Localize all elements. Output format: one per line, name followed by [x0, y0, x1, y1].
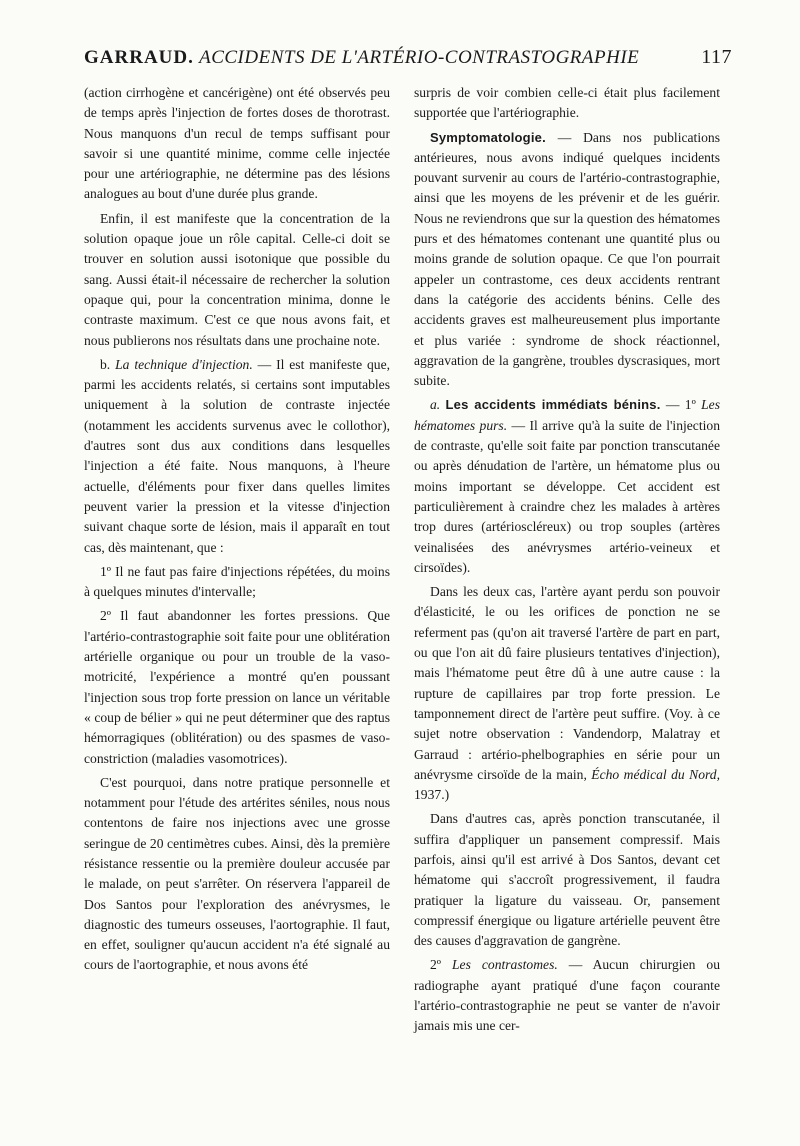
subsection-heading: Les hématomes purs.	[414, 397, 720, 433]
paragraph-with-citation	[414, 582, 720, 805]
subsection-number: 1º	[684, 397, 696, 413]
paragraph: surpris de voir combien celle-ci était plus facilement supportée que l'artériographie.	[414, 85, 720, 121]
subsection-heading: Les contrastomes.	[452, 957, 558, 973]
journal-title: Écho médical du Nord,	[591, 766, 720, 782]
section-heading: Les accidents immédiats bénins.	[445, 397, 661, 413]
paragraph: Enfin, il est manifeste que la concentration de la solution opaque joue un rôle capital. Celle-ci doit se trouver en solution aussi isotonique que possible du sang. Aussi était-il nécessaire de rechercher la solution opaque qui, pour la concentration minima, donne le contraste maximum. C'est ce que nous avons fait, et nous publierons nos résultats dans une prochaine note.	[84, 210, 390, 348]
paragraph: C'est pourquoi, dans notre pratique personnelle et notamment pour l'étude des artérites séniles, nous nous contentons de faire nos injections avec une grosse seringue de 20 centimètres cubes. Ainsi, dès la première résistance ressentie ou la première douleur accusée par le malade, on peut s'arrêter. On réservera l'appareil de Dos Santos pour l'exploration des anévrysmes, le diagnostic des tumeurs osseuses, l'aortographie. Il faut, en effet, souligner qu'aucun accident n'a été signalé au cours de l'aortographie, et nous avons été	[84, 774, 390, 973]
section-heading: La technique d'injection.	[115, 356, 253, 372]
paragraph-text: Dans les deux cas, l'artère ayant perdu son pouvoir d'élasticité, le ou les orifices de ponction ne se referment pas (qu'on ait traversé l'artère de part en part, ou que l'on ait dû faire plusieurs tentatives d'injection), mais l'hématome peut être dû à une autre cause : la rupture de capillaires par trop forte pression. Le tamponnement direct de l'artère peut suffire. (Voy. à ce sujet notre observation : Vandendorp, Malatray et Garraud : artério-phelbographies en série pour un anévrysme cirsoïde de la main,	[414, 584, 720, 782]
paragraph-text: — Il arrive qu'à la suite de l'injection de contraste, qu'elle soit faite par ponction transcutanée ou après dénudation de l'artère, un hématome plus ou moins important se développe. Cet accident est particulièrement à craindre chez les malades à artères trop dures (artérioscléreux) ou trop souples (artères veinalisées des anévrysmes artério-veineux et cirsoïdes).	[414, 417, 720, 575]
subsection-number: 2º	[430, 957, 442, 973]
paragraph: Dans d'autres cas, après ponction transcutanée, il suffira d'appliquer un pansement compressif. Mais parfois, ainsi qu'il est arrivé à Dos Santos, devant cet hématome qui s'accroît progressivement, il faudra pratiquer la ligature du vaisseau. Or, pansement compressif énergique ou ligature artérielle peuvent être des causes d'aggravation de gangrène.	[414, 811, 720, 949]
section-heading: Symptomatologie.	[430, 129, 546, 145]
paragraph-text: — Dans nos publications antérieures, nous avons indiqué quelques incidents pouvant survenir au cours de l'artério-contrastographie, ainsi que les moyens de les prévenir et de les guérir. Nous ne reviendrons que sur la question des hématomes purs et des hématomes contenant une quantité plus ou moins grande de solution opaque. Ce que l'on pourrait appeler un contrastome, ces deux accidents rentrant dans la catégorie des accidents bénins. Celle des accidents graves est malheureusement plus importante et plus variée : syndrome de shock réactionnel, aggravation de la gangrène, troubles dyscrasiques, mort subite.	[414, 129, 720, 389]
paragraph: (action cirrhogène et cancérigène) ont été observés peu de temps après l'injection de fortes doses de thorotrast. Nous manquons d'un recul de temps suffisant pour savoir si une quantité minime, comme celle injectée pour une artériographie, ne détermine pas des lésions analogues au bout d'une durée plus grande.	[84, 85, 390, 202]
paragraph-contrastomes	[414, 955, 720, 1036]
left-column	[84, 83, 390, 980]
running-header	[84, 46, 732, 78]
paragraph-technique-injection	[84, 355, 390, 558]
paragraph-symptomatologie	[414, 128, 720, 392]
header-title: ACCIDENTS DE L'ARTÉRIO-CONTRASTOGRAPHIE	[199, 47, 640, 68]
right-column	[414, 83, 720, 1041]
paragraph-text: — Aucun chirurgien ou radiographe ayant pratiqué d'une façon courante l'artério-contrastographie ne peut se vanter de n'avoir jamais mis une cer-	[414, 957, 720, 1034]
paragraph: 2º Il faut abandonner les fortes pressions. Que l'artério-contrastographie soit faite pour une oblitération artérielle organique ou pour un trouble de la vaso-motricité, l'expérience a montré qu'en poussant l'injection sous trop forte pression on lance un véritable « coup de bélier » qui ne peut déterminer que des raptus hémorragiques (oblitération) ou des spasmes de vaso-constriction (maladies vasomotrices).	[84, 608, 390, 766]
header-author: GARRAUD.	[84, 47, 194, 68]
running-title	[84, 47, 639, 69]
paragraph-text: — Il est manifeste que, parmi les accidents relatés, si certains sont imputables uniquement à la solution de contraste injectée (notamment les accidents survenus avec le collothor), d'autres sont dus aux conditions dans lesquelles l'injection a été faite. Nous manquons, à l'heure actuelle, d'éléments pour fixer dans quelles limites peuvent varier la pression et la vitesse d'injection suivant chaque sorte de lésion, mais il apparaît en tout cas, dès maintenant, que :	[84, 356, 391, 555]
page-number: 117	[701, 46, 732, 68]
section-letter: a.	[430, 397, 441, 413]
paragraph-accidents-benins	[414, 395, 720, 578]
heading-dash: —	[660, 397, 680, 413]
section-letter: b.	[100, 356, 111, 372]
paragraph: 1º Il ne faut pas faire d'injections répétées, du moins à quelques minutes d'intervalle;	[84, 563, 390, 600]
citation-year: 1937.)	[414, 787, 450, 803]
